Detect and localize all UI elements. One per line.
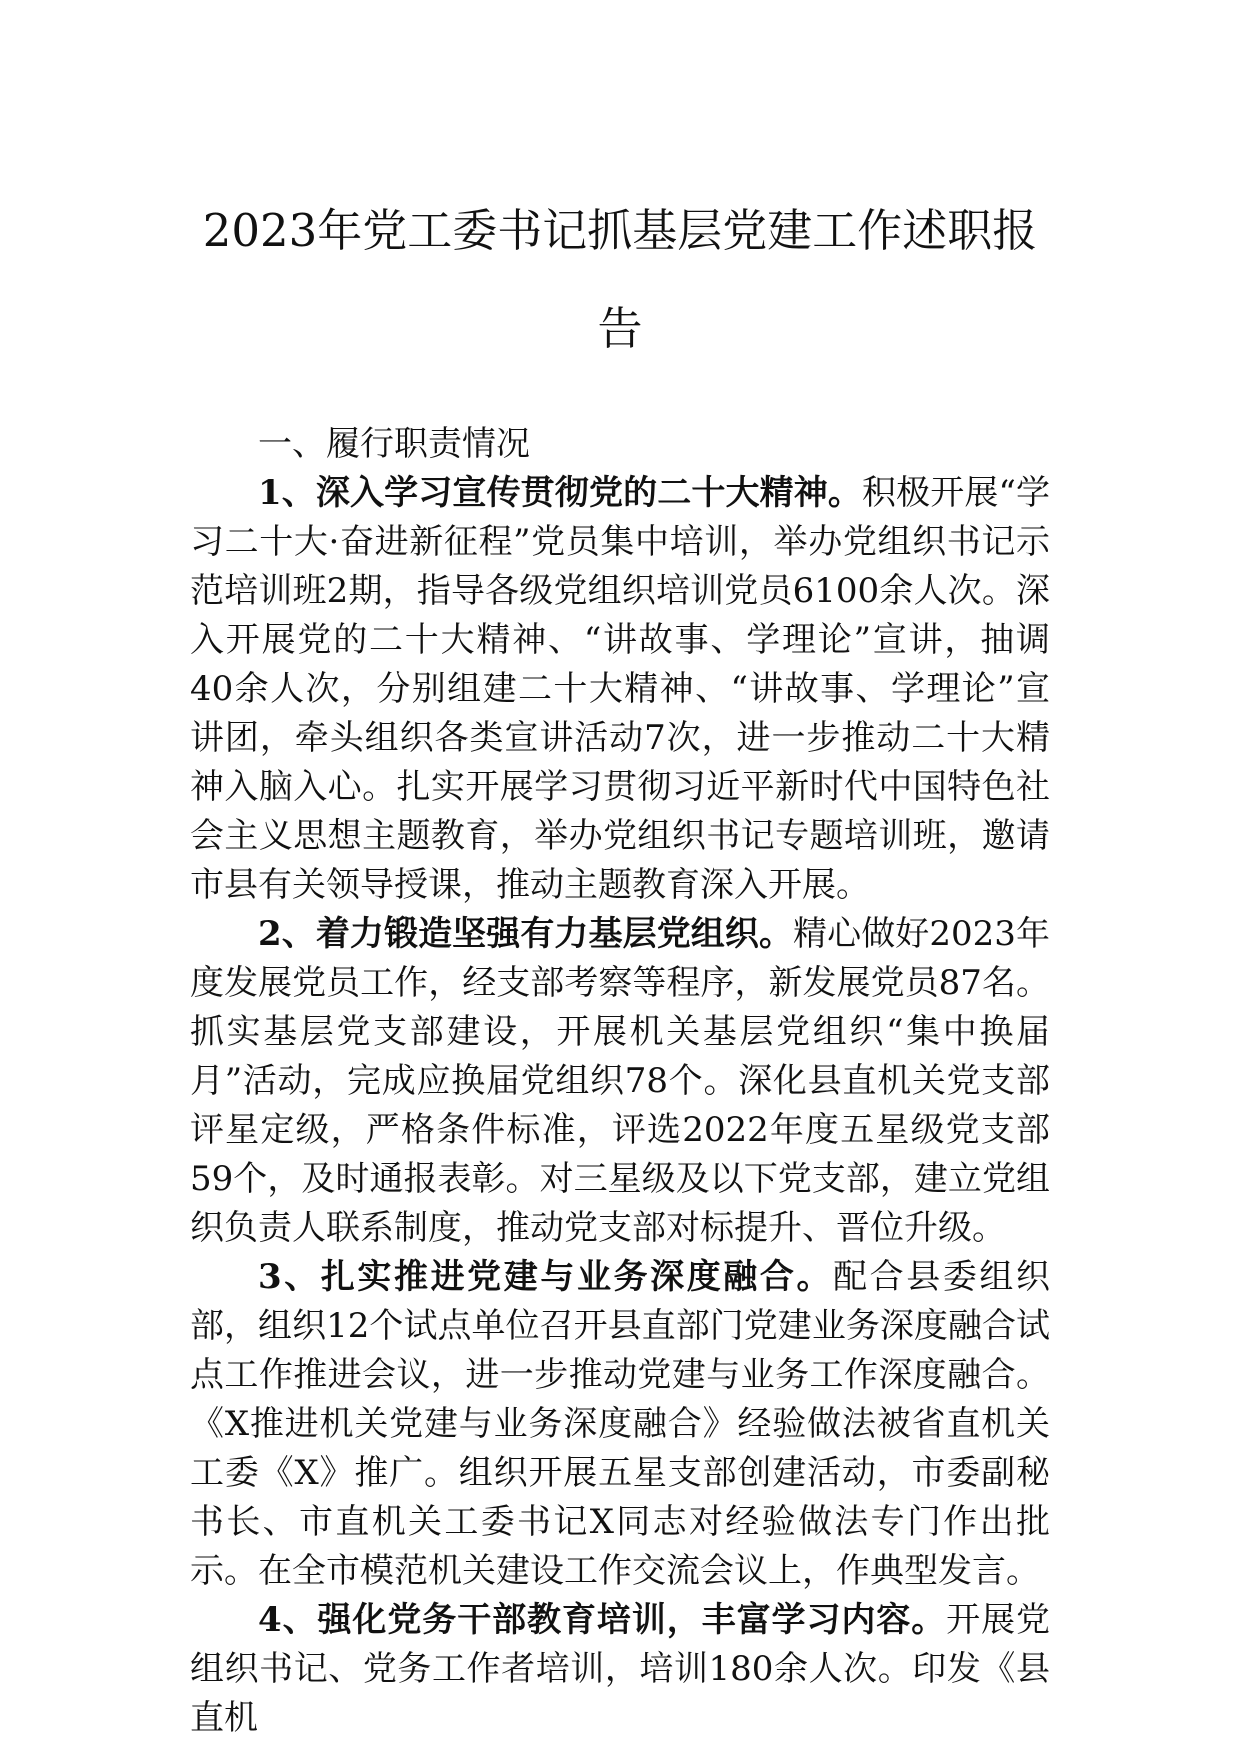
paragraph-3-text: 配合县委组织部，组织12个试点单位召开县直部门党建业务深度融合试点工作推进会议，进一步推动党建与业务工作深度融合。《X推进机关党建与业务深度融合》经验做法被省直机关工委《X》推广。组织开展五星支部创建活动，市委副秘书长、市直机关工委书记X同志对经验做法专门作出批示。在全市模范机关建设工作交流会议上，作典型发言。 bbox=[190, 1257, 1051, 1591]
paragraph-3 bbox=[190, 1253, 1050, 1596]
paragraph-4 bbox=[190, 1596, 1050, 1743]
paragraph-2-lead: 2、着力锻造坚强有力基层党组织。 bbox=[258, 914, 794, 954]
paragraph-1-lead: 1、深入学习宣传贯彻党的二十大精神。 bbox=[258, 473, 862, 513]
document-title: 2023年党工委书记抓基层党建工作述职报告 bbox=[202, 204, 1038, 355]
document-body bbox=[190, 420, 1050, 1743]
paragraph-2 bbox=[190, 910, 1050, 1253]
section-heading: 一、履行职责情况 bbox=[258, 424, 530, 464]
paragraph-3-lead: 3、扎实推进党建与业务深度融合。 bbox=[258, 1257, 834, 1297]
paragraph-2-text: 精心做好2023年度发展党员工作，经支部考察等程序，新发展党员87名。抓实基层党支部建设，开展机关基层党组织“集中换届月”活动，完成应换届党组织78个。深化县直机关党支部评星定级，严格条件标准，评选2022年度五星级党支部59个，及时通报表彰。对三星级及以下党支部，建立党组织负责人联系制度，推动党支部对标提升、晋位升级。 bbox=[190, 914, 1051, 1248]
paragraph-1-text: 积极开展“学习二十大·奋进新征程”党员集中培训，举办党组织书记示范培训班2期，指导各级党组织培训党员6100余人次。深入开展党的二十大精神、“讲故事、学理论”宣讲，抽调40余人次，分别组建二十大精神、“讲故事、学理论”宣讲团，牵头组织各类宣讲活动7次，进一步推动二十大精神入脑入心。扎实开展学习贯彻习近平新时代中国特色社会主义思想主题教育，举办党组织书记专题培训班，邀请市县有关领导授课，推动主题教育深入开展。 bbox=[190, 473, 1050, 905]
paragraph-1 bbox=[190, 469, 1050, 910]
paragraph-4-text: 开展党组织书记、党务工作者培训，培训180余人次。印发《县直机 bbox=[190, 1600, 1051, 1738]
paragraph-4-lead: 4、强化党务干部教育培训，丰富学习内容。 bbox=[258, 1600, 947, 1640]
